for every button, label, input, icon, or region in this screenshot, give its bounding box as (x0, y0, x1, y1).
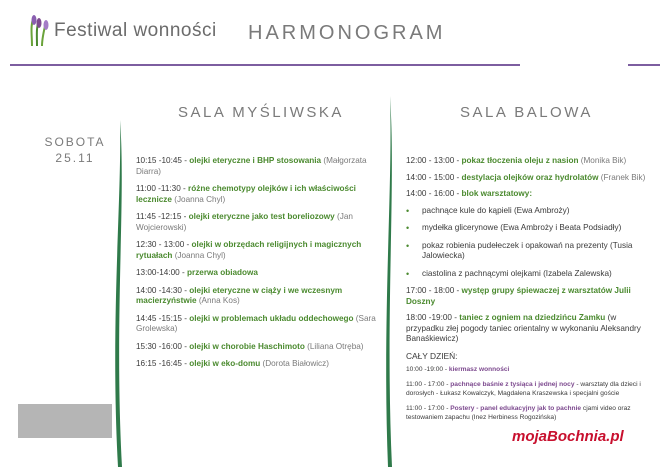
right-room-title: SALA BALOWA (460, 104, 593, 121)
event-item: 16:15 -16:45 - olejki w eko-domu (Dorota Białowicz) (136, 359, 329, 368)
event-item: 12:30 - 13:00 - olejki w obrzędach religijnych i magicznych rytuałach (Joanna Chyl) (136, 240, 362, 260)
event-item: 11:45 -12:15 - olejki eteryczne jako test boreliozowy (Jan Wojcierowski) (136, 212, 353, 232)
event-item: 17:00 - 18:00 - występ grupy śpiewaczej z warsztatów Julii Doszny (406, 286, 631, 306)
left-room-title: SALA MYŚLIWSKA (178, 104, 344, 121)
left-green-divider (110, 120, 130, 467)
event-item: 18:00 -19:00 - taniec z ogniem na dziedzińcu Zamku (w przypadku złej pogody taniec orientalny w wykonaniu Aleksandry Banaśkiewicz) (406, 313, 641, 343)
event-item: 14:45 -15:15 - olejki w problemach układu oddechowego (Sara Grolewska) (136, 313, 376, 333)
festival-logo-text: Festiwal wonności (54, 20, 217, 41)
watermark-logo: mojaBochnia.pl (512, 428, 624, 445)
header-rule (10, 64, 520, 66)
left-room-schedule (136, 156, 382, 377)
all-day-label: CAŁY DZIEŃ: (406, 350, 458, 361)
event-item: 15:30 -16:00 - olejki w chorobie Haschimoto (Liliana Otręba) (136, 341, 364, 351)
event-item: 14:00 -14:30 - olejki eteryczne w ciąży i we wczesnym macierzyństwie (Anna Kos) (136, 285, 343, 305)
right-green-divider (382, 96, 400, 467)
header-rule-right (628, 64, 660, 66)
event-item: 12:00 - 13:00 - pokaz tłoczenia oleju z nasion (Monika Bik) (406, 156, 627, 165)
right-room-schedule (406, 156, 651, 428)
workshop-item: • mydełka glicerynowe (Ewa Ambroży i Beata Podsiadły) (406, 223, 651, 234)
workshop-item: • ciastolina z pachnącymi olejkami (Izabela Zalewska) (406, 269, 651, 280)
lavender-logo-icon (28, 14, 50, 48)
page-title: HARMONOGRAM (248, 22, 446, 44)
day-name: SOBOTA (44, 135, 106, 149)
all-day-item: 10:00 -19:00 - kiermasz wonności (406, 365, 510, 373)
workshop-item: • pokaz robienia pudełeczek i opakowań na prezenty (Tusia Jalowiecka) (406, 241, 651, 262)
gray-placeholder-box (18, 404, 112, 438)
event-item: 11:00 -11:30 - różne chemotypy olejków i ich właściwości lecznicze (Joanna Chyl) (136, 184, 356, 204)
day-label (40, 134, 110, 166)
event-item: 13:00-14:00 - przerwa obiadowa (136, 268, 258, 277)
event-item: 10:15 -10:45 - olejki eteryczne i BHP stosowania (Małgorzata Diarra) (136, 156, 367, 176)
event-item: 14:00 - 16:00 - blok warsztatowy: (406, 189, 533, 198)
event-item: 14:00 - 15:00 - destylacja olejków oraz hydrolatów (Franek Bik) (406, 172, 646, 182)
all-day-item: 11:00 - 17:00 - Postery - panel edukacyjny jak to pachnie cjami video oraz testowaniem zapachu (Inez Herbiness Rogozińska) (406, 404, 631, 421)
day-date: 25.11 (55, 151, 95, 165)
all-day-item: 11:00 - 17:00 - pachnące baśnie z tysiąca i jednej nocy - warsztaty dla dzieci i dorosłych - Łukasz Kowalczyk, Magdalena Kraszewska i specjalni goście (406, 380, 641, 397)
workshop-item: • pachnące kule do kąpieli (Ewa Ambroży) (406, 206, 651, 217)
